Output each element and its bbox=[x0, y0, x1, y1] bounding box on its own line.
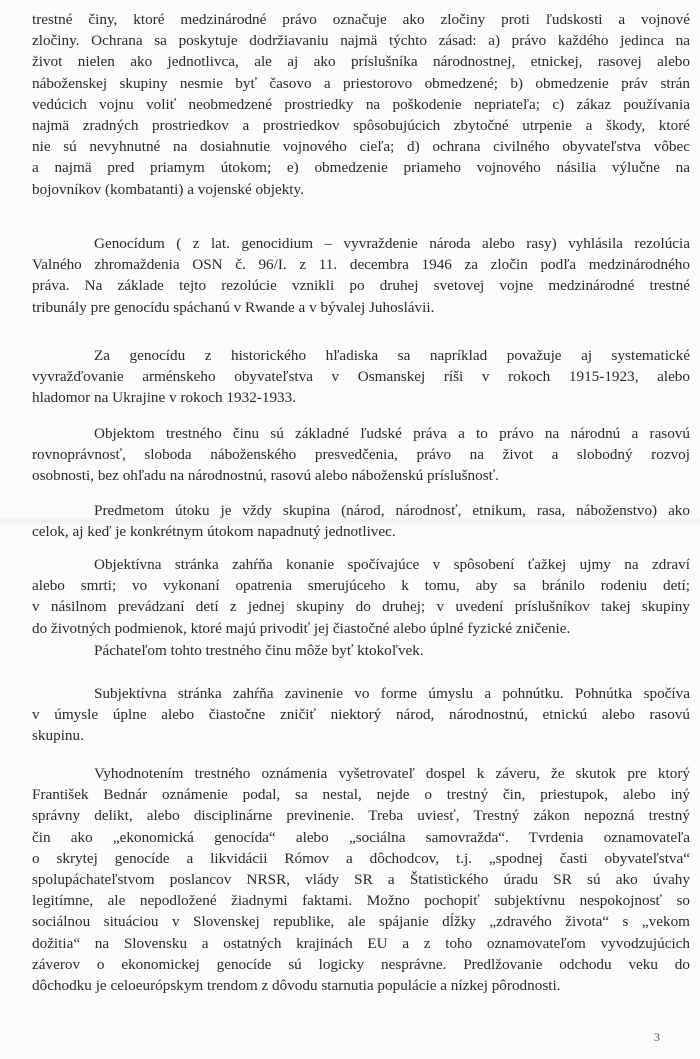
text-line: osobnosti, bez ohľadu na národnostnú, rasovú alebo náboženskú príslušnosť. bbox=[32, 467, 499, 485]
text-line: tribunály pre genocídu spáchanú v Rwande a v bývalej Juhoslávii. bbox=[32, 298, 435, 316]
text-line: trestné činy, ktoré medzinárodné právo označuje ako zločiny proti ľudskosti a vojnové bbox=[32, 11, 690, 28]
paragraph-object-of-crime bbox=[32, 423, 690, 487]
text-line: život nielen ako jednotlivca, ale aj ako príslušníka národnostnej, etnickej, rasovej alebo bbox=[32, 53, 690, 71]
text-line: zločiny. Ochrana sa poskytuje dodržiavaniu najmä týchto zásad: a) právo každého jedinca na bbox=[32, 32, 690, 50]
text-line: čin ako „ekonomická genocída“ alebo „sociálna samovražda“. Tvrdenia oznamovateľa bbox=[32, 828, 690, 846]
text-line: rovnoprávnosť, sloboda náboženského presvedčenia, právo na život a slobodný rozvoj bbox=[32, 446, 690, 464]
text-line: František Bednár oznámenie podal, sa nestal, nejde o trestný čin, priestupok, alebo iný bbox=[32, 786, 690, 804]
text-line: práva. Na základe tejto rezolúcie vznikli po druhej svetovej vojne medzinárodné trestné bbox=[32, 277, 690, 295]
text-line: Predmetom útoku je vždy skupina (národ, národnosť, etnikum, rasa, náboženstvo) ako bbox=[94, 502, 690, 519]
text-line: v násilnom prevádzaní detí z jednej skupiny do druhej; v uvedení príslušníkov takej skupiny bbox=[32, 598, 690, 616]
paragraph-war-crimes-principles bbox=[32, 9, 690, 200]
text-line: najmä zradných prostriedkov a prostriedkov spôsobujúcich zbytočné utrpenie a škody, ktoré bbox=[32, 116, 690, 134]
text-line: v úmysle úplne alebo čiastočne zničiť niektorý národ, národnostnú, etnickú alebo rasovú bbox=[32, 706, 690, 724]
text-line: správny delikt, alebo disciplinárne previnenie. Treba uviesť, Trestný zákon nepozná trestný bbox=[32, 807, 690, 825]
text-line: do životných podmienok, ktoré majú privodiť jej čiastočné alebo úplné fyzické zničenie. bbox=[32, 619, 571, 637]
paragraph-historical-genocides bbox=[32, 345, 690, 409]
text-line: Objektívna stránka zahŕňa konanie spočívajúce v spôsobení ťažkej ujmy na zdraví bbox=[94, 556, 690, 573]
text-line: Valného zhromaždenia OSN č. 96/I. z 11. decembra 1946 za zločin podľa medzinárodného bbox=[32, 256, 690, 274]
paragraph-perpetrator bbox=[32, 640, 690, 661]
text-line: Genocídum ( z lat. genocidium – vyvraždenie národa alebo rasy) vyhlásila rezolúcia bbox=[94, 235, 690, 252]
paragraph-subjective-aspect bbox=[32, 683, 690, 747]
text-line: a najmä pred priamym útokom; e) obmedzenie priameho vojnového násilia výlučne na bbox=[32, 159, 690, 177]
text-line: o skrytej genocíde a likvidácii Rómov a dôchodcov, t.j. „spodnej časti obyvateľstva“ bbox=[32, 849, 690, 867]
paragraph-genocide-definition bbox=[32, 233, 690, 318]
text-line: dôchodku je celoeurópskym trendom z dôvodu starnutia populácie a nízkej pôrodnosti. bbox=[32, 976, 561, 994]
text-line: záverov o ekonomickej genocíde sú logicky nesprávne. Predlžovanie odchodu veku do bbox=[32, 955, 690, 973]
text-line: náboženskej skupiny nesmie byť časovo a priestorovo obmedzené; b) obmedzenie práv strán bbox=[32, 74, 690, 92]
text-line: skupinu. bbox=[32, 727, 84, 745]
text-line: vedúcich vojnu voliť neobmedzené prostriedky na poškodenie nepriateľa; c) zákaz používania bbox=[32, 95, 690, 113]
text-line: Subjektívna stránka zahŕňa zavinenie vo forme úmyslu a pohnútku. Pohnútka spočíva bbox=[94, 685, 690, 702]
page-number: 3 bbox=[654, 1030, 660, 1044]
text-line: nie sú nevyhnutné na dosiahnutie vojnového cieľa; d) ochrana civilného obyvateľstva vôbec bbox=[32, 138, 690, 156]
text-line: legitímne, ale nepodložené žiadnymi faktami. Možno pochopiť subjektívnu nespokojnosť so bbox=[32, 892, 690, 910]
text-line: Páchateľom tohto trestného činu môže byť ktokoľvek. bbox=[94, 642, 424, 659]
text-line: Objektom trestného činu sú základné ľudské práva a to právo na národnú a rasovú bbox=[94, 425, 690, 442]
text-line: alebo smrti; vo vykonaní opatrenia smerujúceho k tomu, aby sa bránilo rodeniu detí; bbox=[32, 577, 690, 595]
text-line: sociálnou situáciou v Slovenskej republike, ale spájanie dĺžky „zdravého života“ s „vekom bbox=[32, 913, 690, 931]
text-line: hladomor na Ukrajine v rokoch 1932-1933. bbox=[32, 389, 297, 407]
text-line: spolupáchateľstvom poslancov NRSR, vlády SR a Štatistického úradu SR sú ako úvahy bbox=[32, 870, 690, 888]
paragraph-objective-aspect bbox=[32, 554, 690, 639]
text-line: Za genocídu z historického hľadiska sa napríklad považuje aj systematické bbox=[94, 347, 690, 364]
paragraph-investigation-conclusion bbox=[32, 763, 690, 996]
text-line: celok, aj keď je konkrétnym útokom napadnutý jednotlivec. bbox=[32, 523, 396, 541]
text-line: vyvražďovanie arménskeho obyvateľstva v Osmanskej ríši v rokoch 1915-1923, alebo bbox=[32, 368, 690, 386]
text-line: dožitia“ na Slovensku a ostatných krajinách EU a z toho oznamovateľom vyvodzujúcich bbox=[32, 934, 690, 952]
paragraph-subject-of-attack bbox=[32, 500, 690, 542]
text-line: bojovníkov (kombatanti) a vojenské objekty. bbox=[32, 180, 304, 198]
text-line: Vyhodnotením trestného oznámenia vyšetrovateľ dospel k záveru, že skutok pre ktorý bbox=[94, 765, 690, 782]
